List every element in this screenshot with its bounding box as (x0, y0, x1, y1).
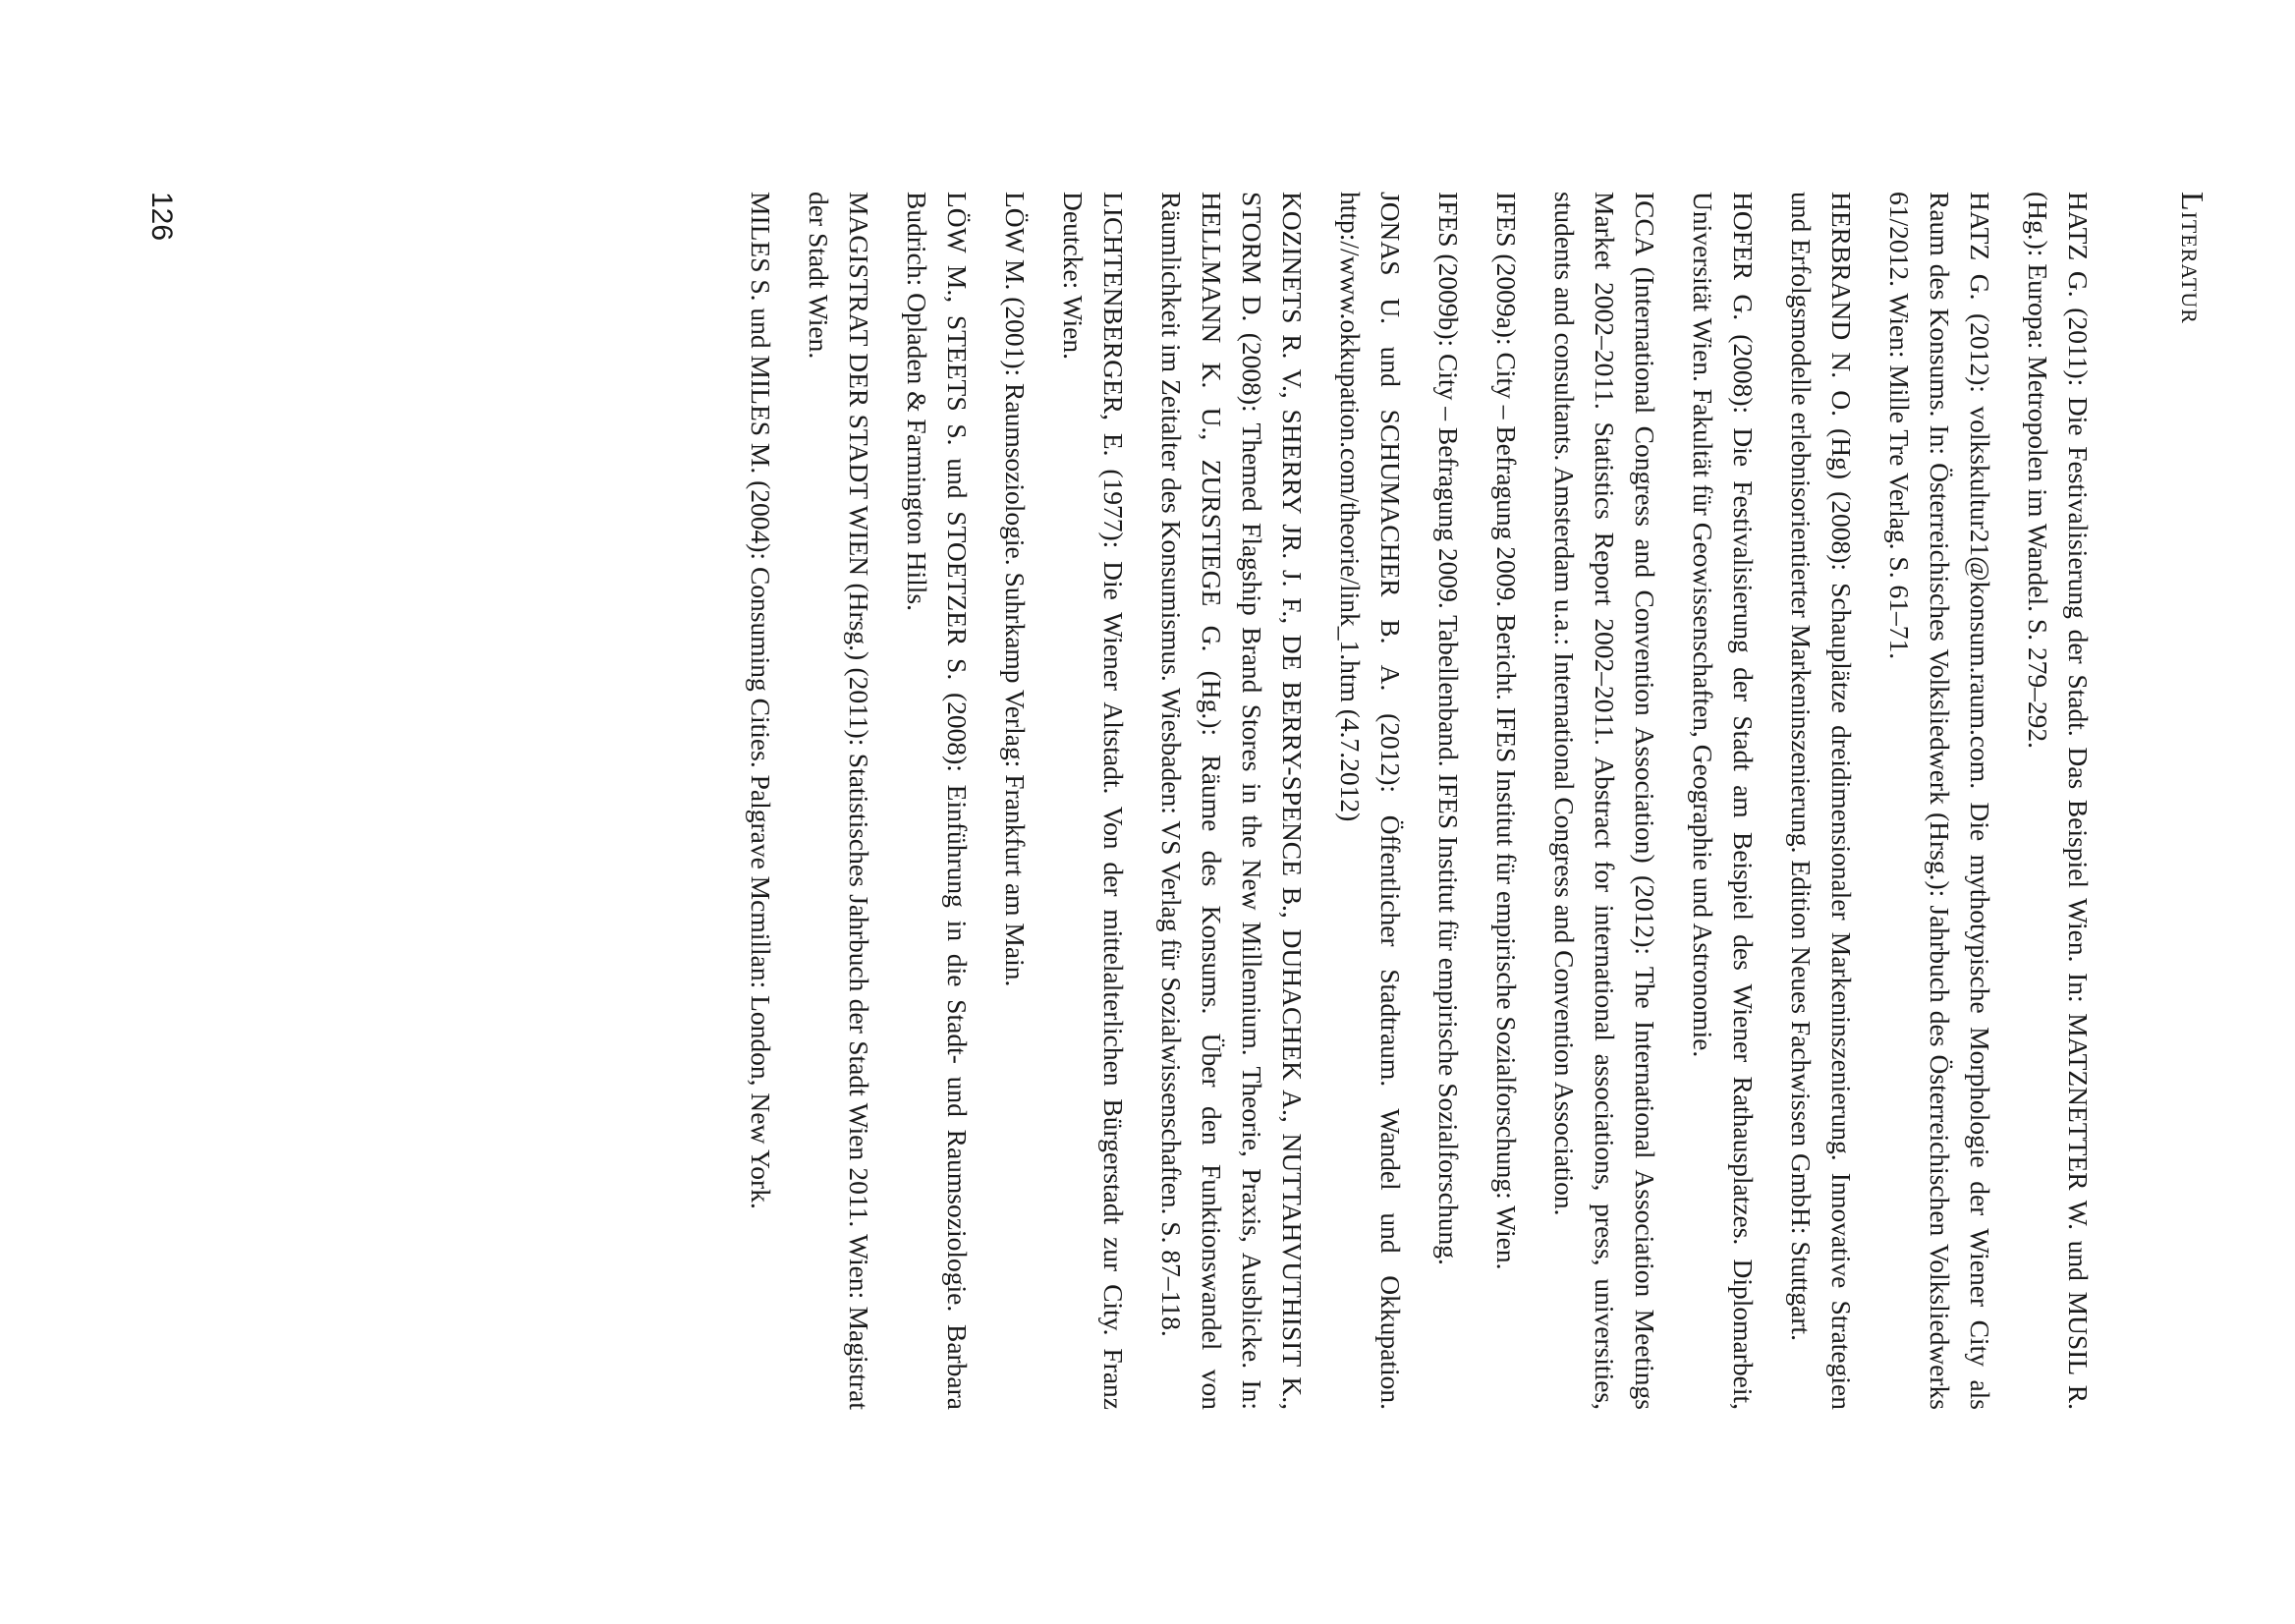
reference-entry: MILES S. und MILES M. (2004): Consuming Cities. Palgrave Mcmillan: London, New York. (746, 192, 776, 1209)
running-head: Literatur (2175, 192, 2211, 324)
reference-entry: JONAS U. und SCHUMACHER B. A. (2012): Öffentlicher Stadtraum. Wandel und Okkupation. http://www.okkupation.com/theorie/link_1.htm (4.7.2012) (1335, 192, 1406, 1410)
reference-entry: IFES (2009a): City – Befragung 2009. Bericht. IFES Institut für empirische Sozialforschung: Wien. (1491, 192, 1522, 1270)
reference-entry: LÖW M. (2001): Raumsoziologie. Suhrkamp Verlag: Frankfurt am Main. (1000, 192, 1031, 987)
page-number: 126 (145, 192, 178, 242)
reference-entry: HATZ G. (2012): volkskultur21@konsum.raum.com. Die mythotypische Morphologie der Wiener City als Raum des Konsums. In: Österreichisches Volksliedwerk (Hrsg.): Jahrbuch des Österreichischen Volksliedwerks 61/2012. Wien: Mille Tre Verlag. S. 61–71. (1884, 192, 1995, 1410)
reference-entry: LÖW M., STEETS S. und STOETZER S. (2008): Einführung in die Stadt- und Raumsoziologie. Barbara Budrich: Opladen & Farmington Hills. (902, 192, 973, 1410)
reference-entry: MAGISTRAT DER STADT WIEN (Hrsg.) (2011): Statistisches Jahrbuch der Stadt Wien 2011. Wien: Magistrat der Stadt Wien. (804, 192, 874, 1410)
reference-entry: LICHTENBERGER, E. (1977): Die Wiener Altstadt. Von der mittelalterlichen Bürgerstadt zur City. Franz Deutcke: Wien. (1058, 192, 1129, 1410)
reference-entry: KOZINETS R. V., SHERRY JR. J. F., DE BERRY-SPENCE B., DUHACHEK A., NUTTAHVUTHISIT K., STORM D. (2008): Themed Flagship Brand Stores in the New Millennium. Theorie, Praxis, Ausblicke. In: HELLMANN K. U., ZURSTIEGE G. (Hg.): Räume des Konsums. Über den Funktionswandel von Räumlichkeit im Zeitalter des Konsumismus. Wiesbaden: VS Verlag für Sozialwissenschaften. S. 87–118. (1156, 192, 1308, 1410)
reference-entry: HOFER G. (2008): Die Festivalisierung der Stadt am Beispiel des Wiener Rathausplatzes. Diplomarbeit, Universität Wien. Fakultät für Geowissenschaften, Geographie und Astronomie. (1688, 192, 1759, 1410)
reference-entry: IFES (2009b): City – Befragung 2009. Tabellenband. IFES Institut für empirische Sozialforschung. (1433, 192, 1464, 1265)
reference-entry: HATZ G. (2011): Die Festivalisierung der Stadt. Das Beispiel Wien. In: MATZNETTER W. und MUSIL R. (Hg.): Europa: Metropolen im Wandel. S. 279–292. (2023, 192, 2094, 1410)
reference-list (723, 192, 2099, 1410)
reference-entry: ICCA (International Congress and Convention Association) (2012): The International Association Meetings Market 2002–2011. Statistics Report 2002–2011. Abstract for international associations, press, universities, students and consultants. Amsterdam u.a.: International Congress and Convention Association. (1549, 192, 1660, 1410)
reference-entry: HERBRAND N. O. (Hg) (2008): Schauplätze dreidimensionaler Markeninszenierung. Innovative Strategien und Erfolgsmodelle erlebnisorientierter Markeninszenierung. Edition Neues Fachwissen GmbH: Stuttgart. (1786, 192, 1857, 1410)
